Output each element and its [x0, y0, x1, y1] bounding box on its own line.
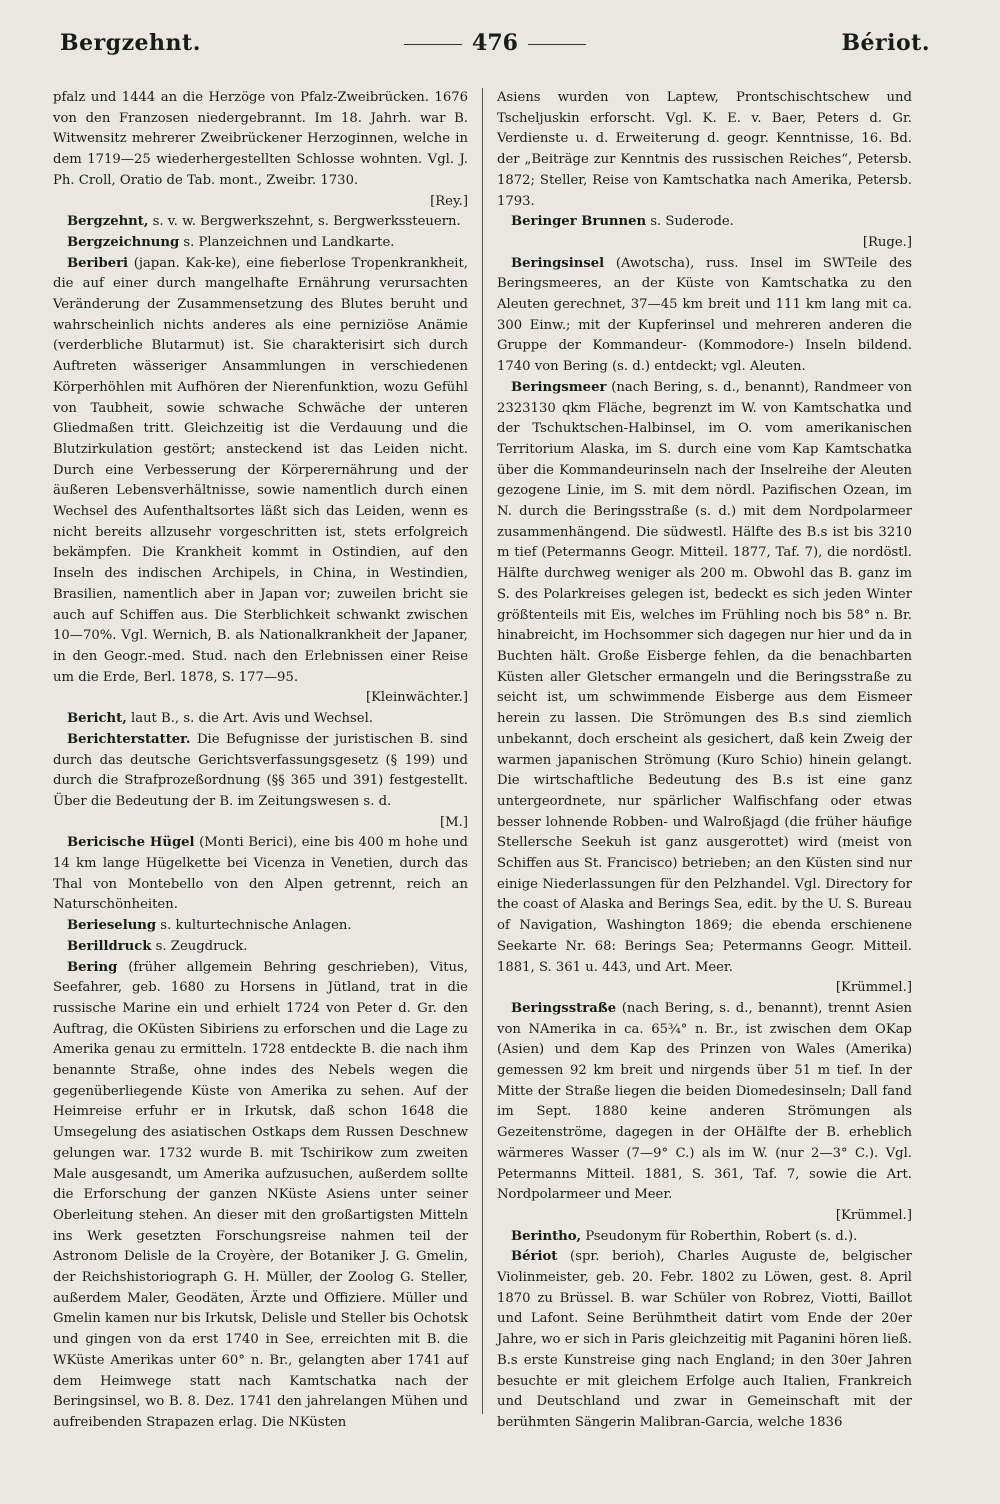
dictionary-entry — [53, 709, 468, 730]
dictionary-entry — [53, 254, 468, 709]
entry-text: pfalz und 1444 an die Herzöge von Pfalz-Zweibrücken. 1676 von den Franzosen niedergebrannt. Im 18. Jahrh. war B. Witwensitz mehrerer Zweibrückener Herzoginnen, welche in dem 1719—25 wiederhergestellten Schlosse wohnten. Vgl. J. Ph. Croll, Oratio de Tab. mont., Zweibr. 1730. — [53, 90, 468, 188]
entry-headword: Bericht, — [67, 711, 127, 727]
entry-text: laut B., s. die Art. Avis und Wechsel. — [126, 711, 374, 727]
entry-text: Asiens wurden von Laptew, Prontschischtschew und Tscheljuskin erforscht. Vgl. K. E. v. Baer, Peters d. Gr. Verdienste u. d. Erweiterung d. geogr. Kenntnisse, 16. Bd. der „Beiträge zur Kenntnis des russischen Reiches“, Petersb. 1872; Steller, Reise von Kamtschatka nach Amerika, Petersb. 1793. — [497, 90, 912, 209]
running-header — [60, 30, 930, 70]
entry-headword: Beringer Brunnen — [511, 214, 647, 230]
page-number-block — [60, 30, 930, 56]
continued-text — [497, 88, 912, 212]
entry-headword: Berichterstatter. — [67, 731, 191, 747]
author-signature: [Krümmel.] — [835, 980, 912, 996]
dictionary-entry — [53, 233, 468, 254]
entry-headword: Berieselung — [67, 918, 157, 934]
entry-headword: Beringsstraße — [511, 1000, 617, 1016]
dictionary-entry — [53, 937, 468, 958]
entry-headword: Berilldruck — [67, 938, 152, 954]
dictionary-entry — [53, 212, 468, 233]
author-signature: [Kleinwächter.] — [365, 690, 468, 706]
dictionary-entry — [53, 958, 468, 1434]
dictionary-entry — [497, 254, 912, 378]
entry-text: (früher allgemein Behring geschrieben), Vitus, Seefahrer, geb. 1680 zu Horsens in Jütland, trat in die russische Marine ein und erhielt 1724 von Peter d. Gr. den Auftrag, die OKüsten Sibiriens zu erforschen und die Lage zu Amerika genau zu ermitteln. 1728 entdeckte B. die nach ihm benannte Straße, ohne indes des Nebels wegen die gegenüberliegende Küste von Amerika zu sehen. Auf der Heimreise erfuhr er in Irkutsk, daß schon 1648 die Umsegelung des asiatischen Ostkaps dem Russen Deschnew gelungen war. 1732 wurde B. mit Tschirikow zum zweiten Male ausgesandt, um Amerika aufzusuchen, außerdem sollte die Erforschung der ganzen NKüste Asiens unter seiner Oberleitung stehen. An dieser mit den großartigsten Mitteln ins Werk gesetzten Forschungsreise nahmen teil der Astronom Delisle de la Croyère, der Botaniker J. G. Gmelin, der Reichshistoriograph G. H. Müller, der Zoolog G. Steller, außerdem Maler, Geodäten, Ärzte und Offiziere. Müller und Gmelin kamen nur bis Irkutsk, Delisle und Steller bis Ochotsk und gingen von da erst 1740 in See, erreichten mit B. die WKüste Amerikas unter 60° n. Br., gelangten aber 1741 auf dem Heimwege statt nach Kamtschatka nach der Beringsinsel, wo B. 8. Dez. 1741 den jahrelangen Mühen und aufreibenden Strapazen erlag. Die NKüsten — [53, 959, 468, 1430]
entry-text: Die Befugnisse der juristischen B. sind durch das deutsche Gerichtsverfassungsgesetz (§ 199) und durch die Strafprozeßordnung (§§ 365 und 391) festgestellt. Über die Bedeutung der B. im Zeitungswesen s. d. — [53, 731, 468, 809]
entry-headword: Bering — [67, 959, 118, 975]
entry-text: Pseudonym für Roberthin, Robert (s. d.). — [581, 1228, 858, 1244]
entry-headword: Beriberi — [67, 255, 129, 271]
entry-text: (nach Bering, s. d., benannt), Randmeer von 2323130 qkm Fläche, begrenzt im W. von Kamtschatka und der Tschuktschen-Halbinsel, im O. vom amerikanischen Territorium Alaska, im S. durch eine vom Kap Kamtschatka über die Kommandeurinseln nach der Inselreihe der Aleuten gezogene Linie, im S. mit dem nördl. Pazifischen Ozean, im N. durch die Beringsstraße (s. d.) mit dem Nordpolarmeer zusammenhängend. Die südwestl. Hälfte des B.s ist bis 3210 m tief (Petermanns Geogr. Mitteil. 1877, Taf. 7), die nordöstl. Hälfte durchweg weniger als 200 m. Obwohl das B. ganz im S. des Polarkreises gelegen ist, bedeckt es sich jeden Winter größtenteils mit Eis, welches im Frühling noch bis 58° n. Br. hinabreicht, im Hochsommer sich dagegen nur hier und da in Buchten hält. Große Eisberge fehlen, da die benachbarten Küsten aller Gletscher ermangeln und die Beringsstraße zu seicht ist, um schwimmende Eisberge aus dem Eismeer herein zu lassen. Die Strömungen des B.s sind ziemlich unbekannt, doch erscheint als gesichert, daß kein Zweig der warmen japanischen Strömung (Kuro Schio) hinein gelangt. Die wirtschaftliche Bedeutung des B.s ist eine ganz untergeordnete, nur spärlicher Walfischfang oder etwas besser lohnende Robben- und Walroßjagd (die früher häufige Stellersche Seekuh ist ganz ausgerottet) wird (meist von Schiffen aus St. Francisco) betrieben; an den Küsten sind nur einige Niederlassungen für den Pelzhandel. Vgl. Directory for the coast of Alaska and Berings Sea, edit. by the U. S. Bureau of Navigation, Washington 1869; die ebenda erschienene Seekarte Nr. 68: Berings Sea; Petermanns Geogr. Mitteil. 1881, S. 361 u. 443, und Art. Meer. — [497, 379, 912, 975]
entry-text: (spr. berioh), Charles Auguste de, belgischer Violinmeister, geb. 20. Febr. 1802 zu Löwen, gest. 8. April 1870 zu Brüssel. B. war Schüler von Robrez, Viotti, Baillot und Lafont. Seine Berühmtheit datirt vom Ende der 20er Jahre, wo er sich in Paris gleichzeitig mit Paganini hören ließ. B.s erste Kunstreise ging nach England; in den 30er Jahren besuchte er mit gleichem Erfolge auch Italien, Frankreich und Deutschland und zwar in Gemeinschaft mit der berühmten Sängerin Malibran-Garcia, welche 1836 — [497, 1249, 912, 1430]
dictionary-entry — [497, 999, 912, 1227]
entry-text: s. kulturtechnische Anlagen. — [156, 918, 352, 934]
dictionary-entry — [497, 378, 912, 999]
entry-headword: Bergzehnt, — [67, 214, 149, 230]
entry-headword: Beringsmeer — [511, 379, 607, 395]
dictionary-entry — [53, 916, 468, 937]
entry-text: s. Suderode. — [646, 214, 734, 230]
page-number: 476 — [472, 30, 518, 56]
entry-headword: Bergzeichnung — [67, 234, 180, 250]
right-column — [497, 88, 912, 1434]
dictionary-entry — [497, 1247, 912, 1433]
left-column — [53, 88, 468, 1434]
header-rule-left — [404, 44, 462, 45]
entry-text: s. Planzeichnen und Landkarte. — [179, 234, 395, 250]
header-rule-right — [528, 44, 586, 45]
author-signature: [M.] — [440, 814, 468, 830]
entry-text: s. v. w. Bergwerkszehnt, s. Bergwerkssteuern. — [148, 214, 461, 230]
dictionary-entry — [497, 212, 912, 253]
entry-text: (Monti Berici), eine bis 400 m hohe und 14 km lange Hügelkette bei Vicenza in Venetien, durch das Thal von Montebello von den Alpen getrennt, reich an Naturschönheiten. — [53, 835, 468, 913]
entry-headword: Bériot — [511, 1249, 558, 1265]
column-divider — [482, 88, 483, 1414]
entry-text: (Awotscha), russ. Insel im SWTeile des Beringsmeeres, an der Küste von Kamtschatka zu den Aleuten gerechnet, 37—45 km breit und 111 km lang mit ca. 300 Einw.; mit der Kupferinsel und mehreren anderen die Gruppe der Kommandeur- (Kommodore-) Inseln bildend. 1740 von Bering (s. d.) entdeckt; vgl. Aleuten. — [497, 255, 912, 375]
continued-text — [53, 88, 468, 212]
entry-headword: Bericische Hügel — [67, 835, 195, 851]
entry-headword: Beringsinsel — [511, 255, 605, 271]
dictionary-entry — [53, 730, 468, 834]
dictionary-entry — [53, 833, 468, 916]
author-signature: [Ruge.] — [862, 234, 912, 250]
entry-headword: Berintho, — [511, 1228, 582, 1244]
entry-text: (japan. Kak-ke), eine fieberlose Tropenkrankheit, die auf einer durch mangelhafte Ernährung verursachten Veränderung der Zusammensetzung des Blutes beruht und wahrscheinlich nichts anderes als eine perniziöse Anämie (verderbliche Blutarmut) ist. Sie charakterisirt sich durch Auftreten wässeriger Ansammlungen in verschiedenen Körperhöhlen mit Aufhören der Nierenfunktion, wozu Gefühl von Taubheit, sowie schwache Schwäche der unteren Gliedmaßen tritt. Gleichzeitig ist die Verdauung und die Blutzirkulation gestört; ansteckend ist das Leiden nicht. Durch eine Verbesserung der Körperernährung und der äußeren Lebensverhältnisse, sowie namentlich durch einen Wechsel des Aufenthaltsortes läßt sich das Leiden, wenn es nicht bereits allzusehr vorgeschritten ist, stets erfolgreich bekämpfen. Die Krankheit kommt in Ostindien, auf den Inseln des indischen Archipels, in China, in Westindien, Brasilien, namentlich aber in Japan vor; zuweilen bricht sie auch auf Schiffen aus. Die Sterblichkeit schwankt zwischen 10—70%. Vgl. Wernich, B. als Nationalkrankheit der Japaner, in den Geogr.-med. Stud. nach den Erlebnissen einer Reise um die Erde, Berl. 1878, S. 177—95. — [53, 255, 468, 685]
header-right-catchword: Bériot. — [841, 30, 930, 56]
header-left-catchword: Bergzehnt. — [60, 30, 201, 56]
author-signature: [Rey.] — [430, 193, 468, 209]
dictionary-entry — [497, 1227, 912, 1248]
author-signature: [Krümmel.] — [835, 1207, 912, 1223]
entry-text: (nach Bering, s. d., benannt), trennt Asien von NAmerika in ca. 65¾° n. Br., ist zwischen dem OKap (Asien) und dem Kap des Prinzen von Wales (Amerika) gemessen 92 km breit und nirgends über 51 m tief. In der Mitte der Straße liegen die beiden Diomedesinseln; Dall fand im Sept. 1880 keine anderen Strömungen als Gezeitenströme, dagegen in der OHälfte der B. erheblich wärmeres Wasser (7—9° C.) als im W. (nur 2—3° C.). Vgl. Petermanns Mitteil. 1881, S. 361, Taf. 7, sowie die Art. Nordpolarmeer und Meer. — [497, 1000, 912, 1203]
entry-text: s. Zeugdruck. — [151, 938, 248, 954]
